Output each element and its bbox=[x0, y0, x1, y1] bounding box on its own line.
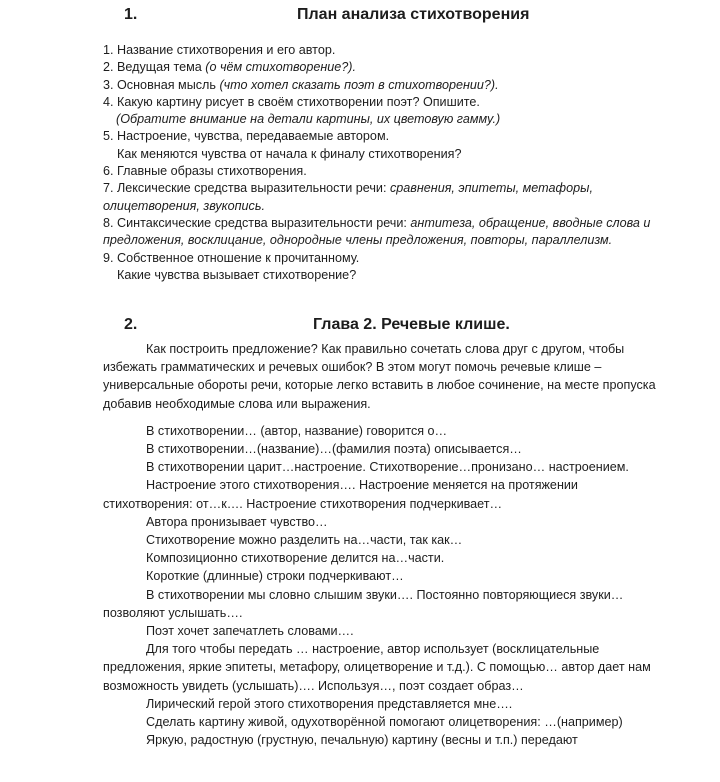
plan-item-9-note: Какие чувства вызывает стихотворение? bbox=[117, 267, 357, 282]
cliche-paragraph: Поэт хочет запечатлеть словами…. bbox=[146, 624, 354, 639]
section-2-title: Глава 2. Речевые клише. bbox=[313, 316, 510, 333]
plan-item-5: 5. Настроение, чувства, передаваемые автором. Как меняются чувства от начала к финалу стихотворения? bbox=[103, 128, 683, 163]
plan-item-4: 4. Какую картину рисует в своём стихотворении поэт? Опишите. (Обратите внимание на детали картины, их цветовую гамму.) bbox=[103, 94, 683, 129]
cliche-paragraph: Автора пронизывает чувство… bbox=[146, 514, 328, 529]
plan-item-5-note: Как меняются чувства от начала к финалу стихотворения? bbox=[117, 146, 462, 161]
chapter-intro: Как построить предложение? Как правильно сочетать слова друг с другом, чтобы избежать грамматических и речевых ошибок? В этом могут помочь речевые клише – универсальные обороты речи, которые легко вставить в любое сочинение, на месте пропуска добавив необходимые слова или выражения. bbox=[103, 342, 656, 411]
cliche-paragraph: В стихотворении… (автор, название) говорится о… bbox=[146, 423, 448, 438]
section-1-number: 1. bbox=[124, 6, 138, 23]
cliche-paragraph: В стихотворении…(название)…(фамилия поэта) описывается… bbox=[146, 442, 522, 457]
plan-item-9: 9. Собственное отношение к прочитанному. Какие чувства вызывает стихотворение? bbox=[103, 250, 683, 285]
plan-item-1: 1. Название стихотворения и его автор. bbox=[103, 43, 336, 57]
cliche-paragraph: Настроение этого стихотворения…. Настроение меняется на протяжении стихотворения: от…к…. Настроение стихотворения подчеркивает… bbox=[103, 478, 578, 511]
cliche-paragraph: Для того чтобы передать … настроение, автор использует (восклицательные предложения, яркие эпитеты, метафору, олицетворение и т.д.). С помощью… автор дает нам возможность увидеть (услышать)…. Используя…, поэт создает образ… bbox=[103, 642, 651, 693]
analysis-plan-list bbox=[103, 42, 683, 284]
cliche-paragraph: В стихотворении мы словно слышим звуки…. Постоянно повторяющиеся звуки… позволяют услышать…. bbox=[103, 587, 624, 620]
plan-item-4-note: (Обратите внимание на детали картины, их цветовую гамму.) bbox=[116, 112, 501, 127]
plan-item-8: 8. Синтаксические средства выразительности речи: антитеза, обращение, вводные слова и предложения, восклицание, однородные члены предложения, повторы, параллелизм. bbox=[103, 215, 651, 248]
cliche-paragraph: Сделать картину живой, одухотворённой помогают олицетворения: …(например) bbox=[146, 715, 623, 730]
plan-item-3: 3. Основная мысль (что хотел сказать поэт в стихотворении?). bbox=[103, 77, 499, 92]
section-1-title: План анализа стихотворения bbox=[297, 6, 530, 23]
cliche-paragraph: Стихотворение можно разделить на…части, так как… bbox=[146, 533, 463, 548]
chapter-body bbox=[103, 340, 663, 749]
plan-item-7: 7. Лексические средства выразительности речи: сравнения, эпитеты, метафоры, олицетворения, звукопись. bbox=[103, 181, 593, 213]
plan-item-6: 6. Главные образы стихотворения. bbox=[103, 164, 307, 179]
cliche-paragraph: Короткие (длинные) строки подчеркивают… bbox=[146, 569, 404, 584]
cliche-paragraph: Яркую, радостную (грустную, печальную) картину (весны и т.п.) передают bbox=[146, 733, 578, 748]
cliche-paragraph: В стихотворении царит…настроение. Стихотворение…пронизано… настроением. bbox=[146, 460, 629, 475]
section-2-number: 2. bbox=[124, 316, 138, 333]
plan-item-2: 2. Ведущая тема (о чём стихотворение?). bbox=[103, 60, 357, 75]
cliche-paragraph: Лирический герой этого стихотворения представляется мне…. bbox=[146, 696, 513, 711]
cliche-paragraph: Композиционно стихотворение делится на…части. bbox=[146, 551, 445, 566]
